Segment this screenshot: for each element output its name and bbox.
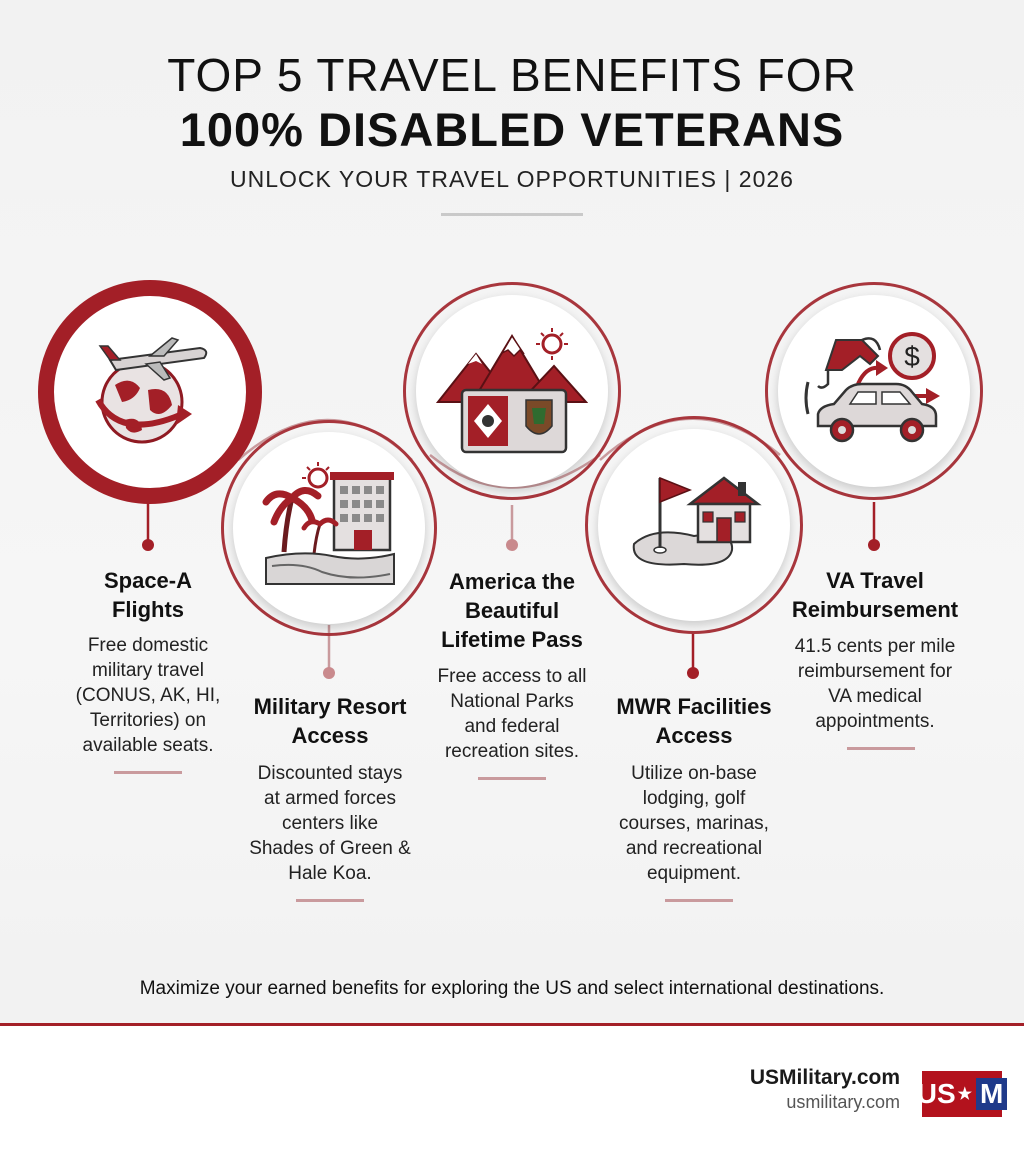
brand-logo — [916, 1071, 1004, 1117]
logo-text-right: M — [976, 1078, 1007, 1110]
footer-band — [0, 1026, 1024, 1154]
benefit-1-description: Free domestic military travel (CONUS, AK, HI, Territories) on available seats. — [75, 635, 221, 756]
golf-flag-house-icon — [624, 468, 764, 578]
benefit-3-description: Free access to all National Parks and federal recreation sites. — [437, 666, 587, 762]
benefit-5-rule — [847, 747, 915, 750]
page-subtitle: UNLOCK YOUR TRAVEL OPPORTUNITIES | 2026 — [230, 166, 794, 192]
benefit-4-title: MWR Facilities Access — [616, 694, 772, 748]
benefit-2-rule — [296, 899, 364, 902]
benefit-4-rule — [665, 899, 733, 902]
benefit-5-description: 41.5 cents per mile reimbursement for VA medical appointments. — [794, 636, 956, 732]
page-title-line-2: 100% DISABLED VETERANS — [179, 103, 845, 156]
benefit-1-rule — [114, 771, 182, 774]
footer-note: Maximize your earned benefits for exploring the US and select international destinations. — [139, 978, 885, 999]
benefit-4-description: Utilize on-base lodging, golf courses, marinas, and recreational equipment. — [619, 763, 769, 884]
benefit-3-title: America the Beautiful Lifetime Pass — [441, 569, 583, 652]
benefit-3-rule — [478, 777, 546, 780]
palm-hotel-beach-icon — [262, 462, 398, 586]
page-title-line-1: TOP 5 TRAVEL BENEFITS FOR — [167, 49, 857, 101]
fuel-car-dollar-icon — [800, 330, 946, 452]
benefit-1-title: Space-A Flights — [103, 568, 193, 622]
svg-text:$: $ — [904, 341, 920, 372]
benefit-2-title: Military Resort Access — [253, 694, 407, 748]
logo-text-left: US — [916, 1078, 956, 1109]
benefit-2-description: Discounted stays at armed forces centers like Shades of Green & Hale Koa. — [249, 763, 411, 884]
logo-star-icon: ★ — [957, 1086, 972, 1103]
benefit-5-title: VA Travel Reimbursement — [791, 568, 959, 622]
brand-url-link[interactable]: usmilitary.com — [786, 1092, 900, 1112]
airplane-globe-icon — [80, 330, 220, 450]
mountain-pass-card-icon — [436, 326, 588, 458]
brand-name[interactable]: USMilitary.com — [749, 1066, 900, 1089]
